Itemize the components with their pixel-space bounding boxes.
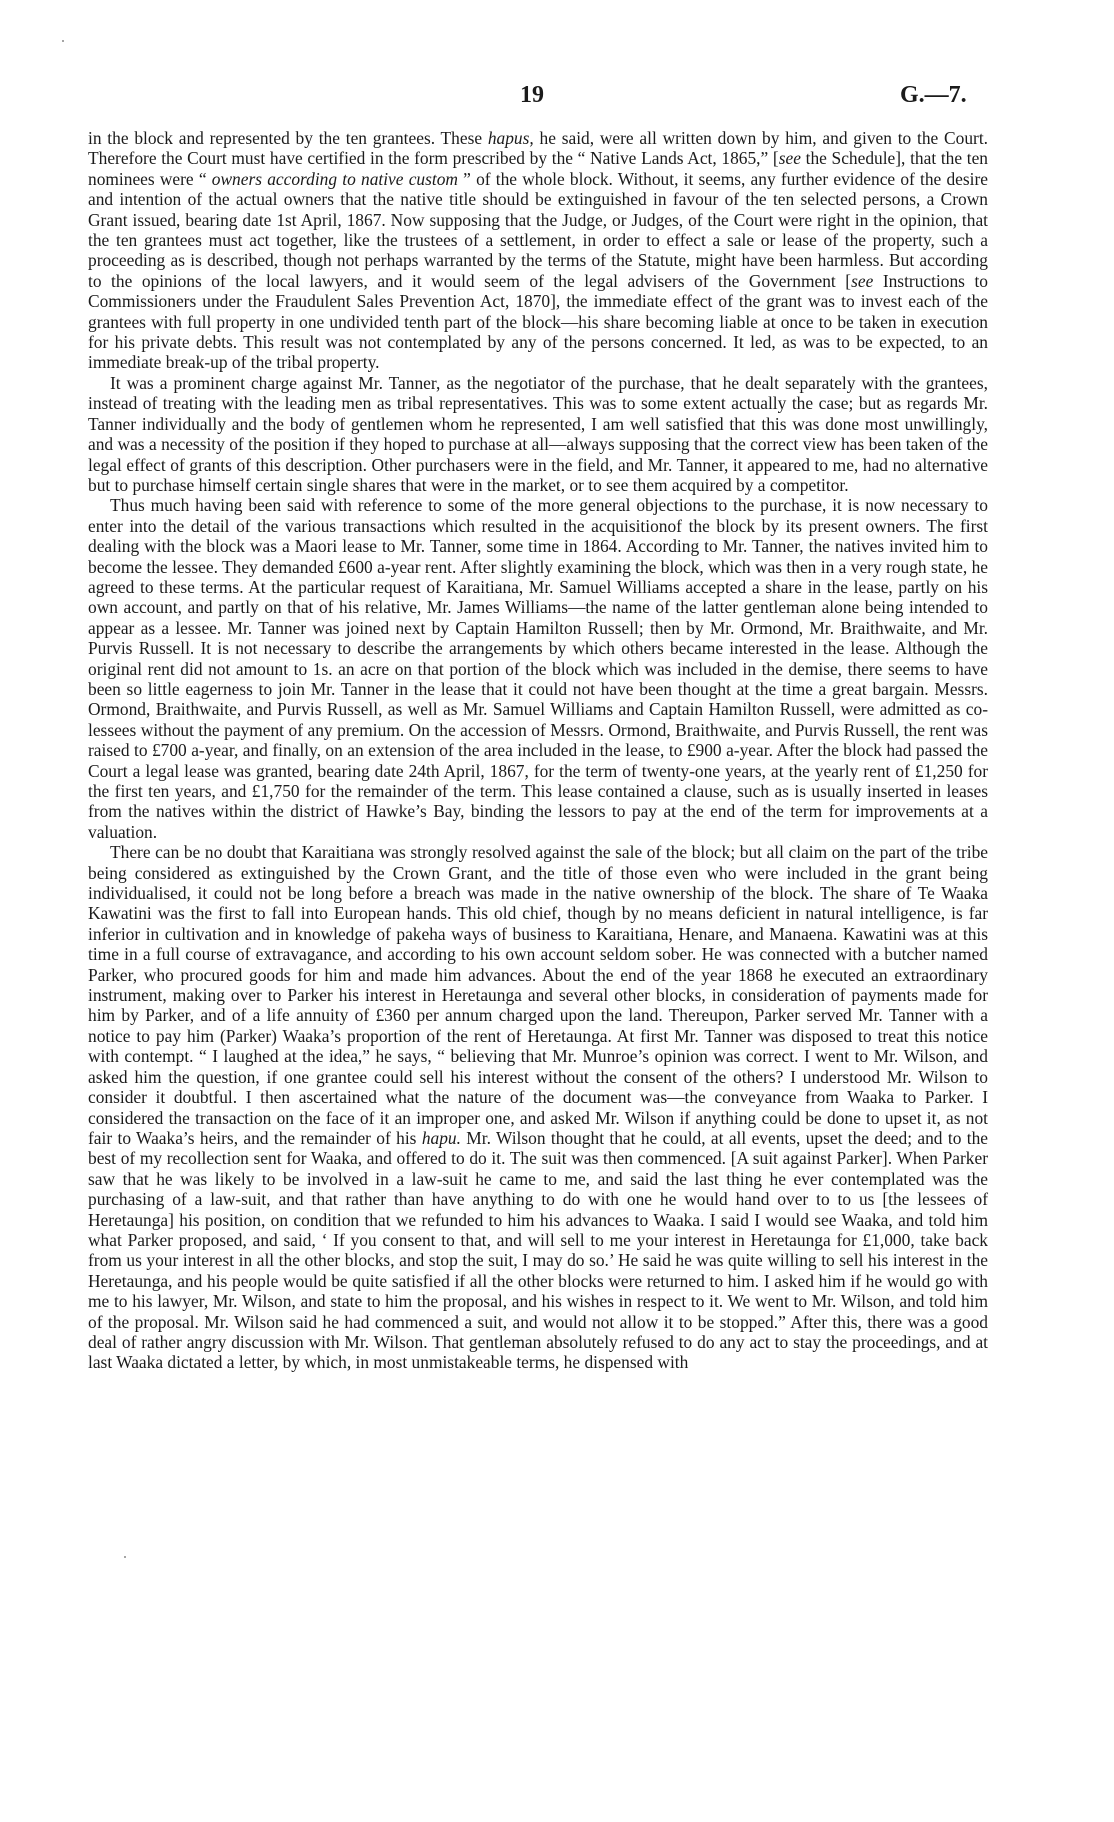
italic-text: see [778,148,801,169]
paragraph [88,495,988,842]
paragraph [88,842,988,1373]
body-text [88,128,988,1373]
scan-speck [62,40,64,42]
italic-text: owners according to native custom [211,168,458,189]
text-run: the Schedule], that the ten nominees were “ [88,148,988,189]
page-number: 19 [520,82,544,108]
document-reference: G.—7. [900,82,967,108]
page-header [0,82,1114,118]
italic-text: hapus, [487,128,534,148]
text-run: There can be no doubt that Karaitiana was strongly resolved against the sale of the block; but all claim on the part of the tribe being considered as extinguished by the Crown Grant, and the title of those even who were included in the grant being individualised, it could not be long before a breach was made in the native ownership of the block. The share of Te Waaka Kawatini was the first to fall into European hands. This old chief, though by no means deficient in natural intelligence, is far inferior in cultivation and in knowledge of pakeha ways of business to Karaitiana, Henare, and Manaena. Kawatini was at this time in a full course of extravagance, and according to his own account seldom sober. He was connected with a butcher named Parker, who procured goods for him and made him advances. About the end of the year 1868 he executed an extraordinary instrument, making over to Parker his interest in Heretaunga and several other blocks, in consideration of payments made for him by Parker, and of a life annuity of £360 per annum charged upon the land. Thereupon, Parker served Mr. Tanner with a notice to pay him (Parker) Waaka’s proportion of the rent of Heretaunga. At first Mr. Tanner was disposed to treat this notice with contempt. “ I laughed at the idea,” he says, “ believing that Mr. Munroe’s opinion was correct. I went to Mr. Wilson, and asked him the question, if one grantee could sell his interest without the consent of the others? I understood Mr. Wilson to consider it doubtful. I then ascertained what the nature of the document was—the conveyance from Waaka to Parker. I considered the transaction on the face of it an improper one, and asked Mr. Wilson if anything could be done to upset it, as not fair to Waaka’s heirs, and the remainder of his [88,842,988,1148]
paragraph [88,373,988,495]
text-run: he said, were all written down by him, and given to the Court. Therefore the Court must have certified in the form prescribed by the “ Native Lands Act, 1865,” [ [88,128,989,169]
italic-text: hapu. [421,1127,461,1148]
italic-text: see [851,270,874,291]
text-run: in the block and represented by the ten grantees. These [88,128,488,148]
text-run: ” of the whole block. Without, it seems, any further evidence of the desire and intention of the actual owners that the native title should be extinguished in favour of the ten selected persons, a Crown Grant issued, bearing date 1st April, 1867. Now supposing that the Judge, or Judges, of the Court were right in the opinion, that the ten grantees must act together, like the trustees of a settlement, in order to effect a sale or lease of the property, such a proceeding as is described, though not perhaps warranted by the terms of the Statute, might have been harmless. But according to the opinions of the local lawyers, and it would seem of the legal advisers of the Government [ [88,168,989,291]
text-run: Instructions to Commissioners under the Fraudulent Sales Prevention Act, 1870], the immediate effect of the grant was to invest each of the grantees with full property in one undivided tenth part of the block—his share becoming liable at once to be taken in execution for his private debts. This result was not contemplated by any of the persons concerned. It led, as was to be expected, to an immediate break-up of the tribal property. [88,270,988,373]
text-run: Thus much having been said with reference to some of the more general objections to the purchase, it is now necessary to enter into the detail of the various transactions which resulted in the acquisitionof the block by its present owners. The first dealing with the block was a Maori lease to Mr. Tanner, some time in 1864. According to Mr. Tanner, the natives invited him to become the lessee. They demanded £600 a-year rent. After slightly examining the block, which was then in a very rough state, he agreed to these terms. At the particular request of Karaitiana, Mr. Samuel Williams accepted a share in the lease, partly on his own account, and partly on that of his relative, Mr. James Williams—the name of the latter gentleman alone being intended to appear as a lessee. Mr. Tanner was joined next by Captain Hamilton Russell; then by Mr. Ormond, Mr. Braithwaite, and Mr. Purvis Russell. It is not necessary to describe the arrangements by which others became interested in the lease. Although the original rent did not amount to 1s. an acre on that portion of the block which was included in the demise, there seems to have been so little eagerness to join Mr. Tanner in the lease that it could not have been thought at the time a great bargain. Messrs. Ormond, Braithwaite, and Purvis Russell, as well as Mr. Samuel Williams and Captain Hamilton Russell, were admitted as co-lessees without the payment of any premium. On the accession of Messrs. Ormond, Braithwaite, and Purvis Russell, the rent was raised to £700 a-year, and finally, on an extension of the area included in the lease, to £900 a-year. After the block had passed the Court a legal lease was granted, bearing date 24th April, 1867, for the term of twenty-one years, at the yearly rent of £1,250 for the first ten years, and £1,750 for the remainder of the term. This lease contained a clause, such as is usually inserted in leases from the natives within the district of Hawke’s Bay, binding the lessors to pay at the end of the term for improvements at a valuation. [88,495,988,842]
scan-speck [124,1556,126,1558]
text-run: Mr. Wilson thought that he could, at all events, upset the deed; and to the best of my recollection sent for Waaka, and offered to do it. The suit was then commenced. [A suit against Parker]. When Parker saw that he was likely to be involved in a law-suit he came to me, and said the last thing he ever contemplated was the purchasing of a law-suit, and that rather than have anything to do with one he would hand over to to us [the lessees of Heretaunga] his position, on condition that we refunded to him his advances to Waaka. I said I would see Waaka, and told him what Parker proposed, and said, ‘ If you consent to that, and will sell to me your interest in Heretaunga for £1,000, take back from us your interest in all the other blocks, and stop the suit, I may do so.’ He said he was quite willing to sell his interest in the Heretaunga, and his people would be quite satisfied if all the other blocks were returned to him. I asked him if he would go with me to his lawyer, Mr. Wilson, and state to him the proposal, and his wishes in respect to it. We went to Mr. Wilson, and told him of the proposal. Mr. Wilson said he had commenced a suit, and would not allow it to be stopped.” After this, there was a good deal of rather angry discussion with Mr. Wilson. That gentleman absolutely refused to do any act to stay the proceedings, and at last Waaka dictated a letter, by which, in most unmistakeable terms, he dispensed with [88,1127,988,1373]
text-run: It was a prominent charge against Mr. Tanner, as the negotiator of the purchase, that he dealt separately with the grantees, instead of treating with the leading men as tribal representatives. This was to some extent actually the case; but as regards Mr. Tanner individually and the body of gentlemen whom he represented, I am well satisfied that this was done most unwillingly, and was a necessity of the position if they hoped to purchase at all—always supposing that the correct view has been taken of the legal effect of grants of this description. Other purchasers were in the field, and Mr. Tanner, it appeared to me, had no alternative but to purchase himself certain single shares that were in the market, or to see them acquired by a competitor. [88,372,988,495]
paragraph [88,128,988,373]
